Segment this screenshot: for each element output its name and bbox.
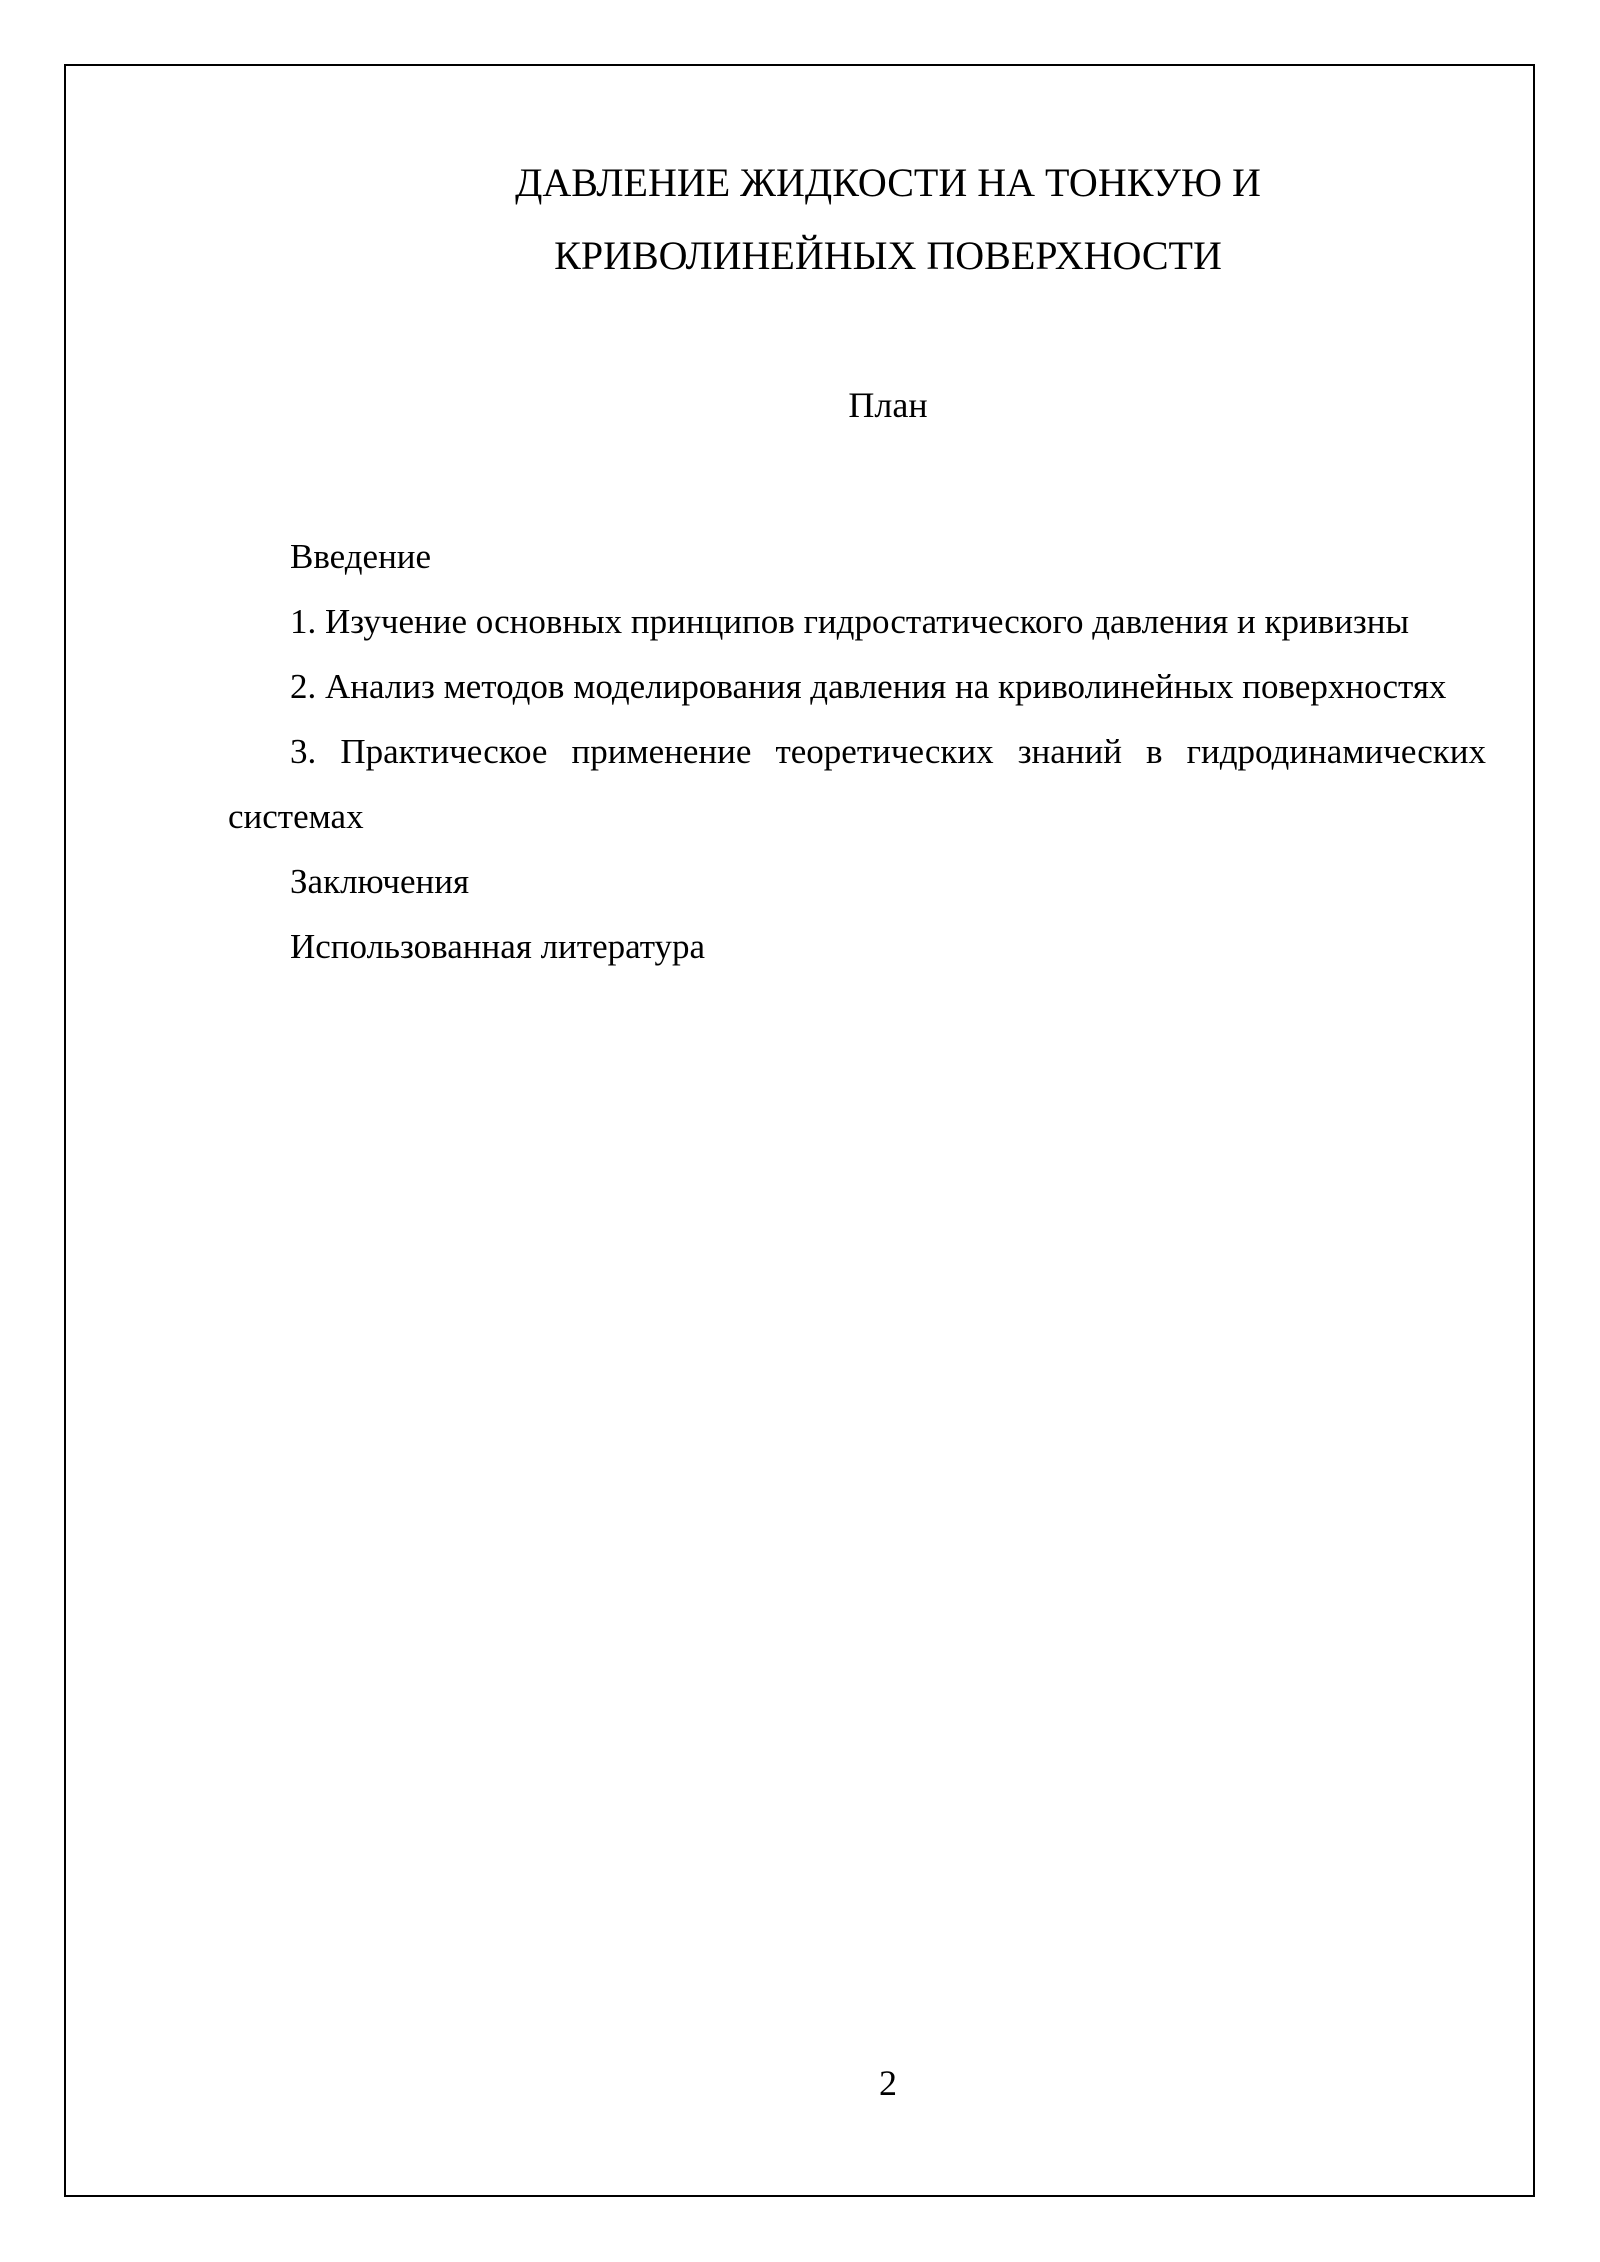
toc-item-3: 3. Практическое применение теоретических знаний в гидродинамических системах <box>228 732 1486 836</box>
page-number: 2 <box>879 2063 897 2103</box>
toc-item-1: 1. Изучение основных принципов гидростатического давления и кривизны <box>290 602 1410 641</box>
toc-item-introduction: Введение <box>290 537 432 576</box>
document-title-line: КРИВОЛИНЕЙНЫХ ПОВЕРХНОСТИ <box>554 233 1222 278</box>
plan-heading: План <box>848 385 928 425</box>
document-title <box>330 146 1446 292</box>
toc-item-references: Использованная литература <box>290 927 706 966</box>
document-title-line: ДАВЛЕНИЕ ЖИДКОСТИ НА ТОНКУЮ И <box>515 160 1261 205</box>
table-of-contents <box>228 524 1486 979</box>
toc-item-conclusion: Заключения <box>290 862 470 901</box>
toc-item-2: 2. Анализ методов моделирования давления на криволинейных поверхностях <box>290 667 1447 706</box>
